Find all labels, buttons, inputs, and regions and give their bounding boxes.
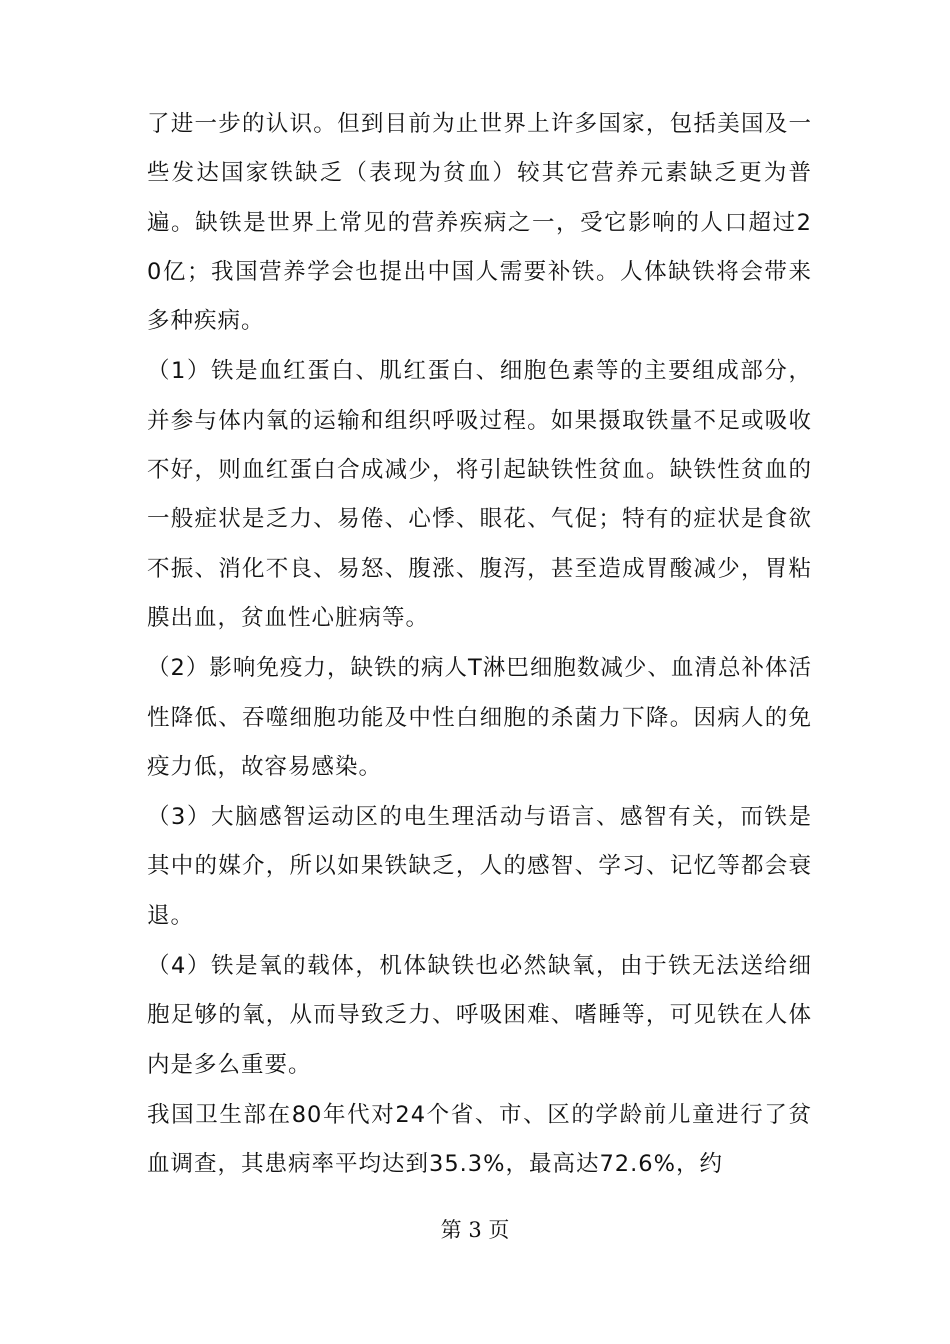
paragraph-intro: 了进一步的认识。但到目前为止世界上许多国家，包括美国及一些发达国家铁缺乏（表现为贫血）较其它营养元素缺乏更为普遍。缺铁是世界上常见的营养疾病之一，受它影响的人口超过20亿；我国营养学会也提出中国人需要补铁。人体缺铁将会带来多种疾病。	[147, 111, 812, 335]
paragraph-point-1: （1）铁是血红蛋白、肌红蛋白、细胞色素等的主要组成部分，并参与体内氧的运输和组织呼吸过程。如果摄取铁量不足或吸收不好，则血红蛋白合成减少，将引起缺铁性贫血。缺铁性贫血的一般症状是乏力、易倦、心悸、眼花、气促；特有的症状是食欲不振、消化不良、易怒、腹涨、腹泻，甚至造成胃酸减少，胃粘膜出血，贫血性心脏病等。	[147, 358, 812, 631]
paragraph-point-3: （3）大脑感智运动区的电生理活动与语言、感智有关，而铁是其中的媒介，所以如果铁缺乏，人的感智、学习、记忆等都会衰退。	[147, 804, 812, 929]
paragraph-survey: 我国卫生部在80年代对24个省、市、区的学龄前儿童进行了贫血调查，其患病率平均达到35.3%，最高达72.6%，约	[147, 1101, 812, 1178]
paragraph-point-4: （4）铁是氧的载体，机体缺铁也必然缺氧，由于铁无法送给细胞足够的氧，从而导致乏力、呼吸困难、嗜睡等，可见铁在人体内是多么重要。	[147, 953, 812, 1078]
page-number-footer: 第 3 页	[440, 1218, 510, 1242]
body-text	[147, 100, 812, 1190]
paragraph-point-2: （2）影响免疫力，缺铁的病人T淋巴细胞数减少、血清总补体活性降低、吞噬细胞功能及中性白细胞的杀菌力下降。因病人的免疫力低，故容易感染。	[147, 655, 812, 780]
